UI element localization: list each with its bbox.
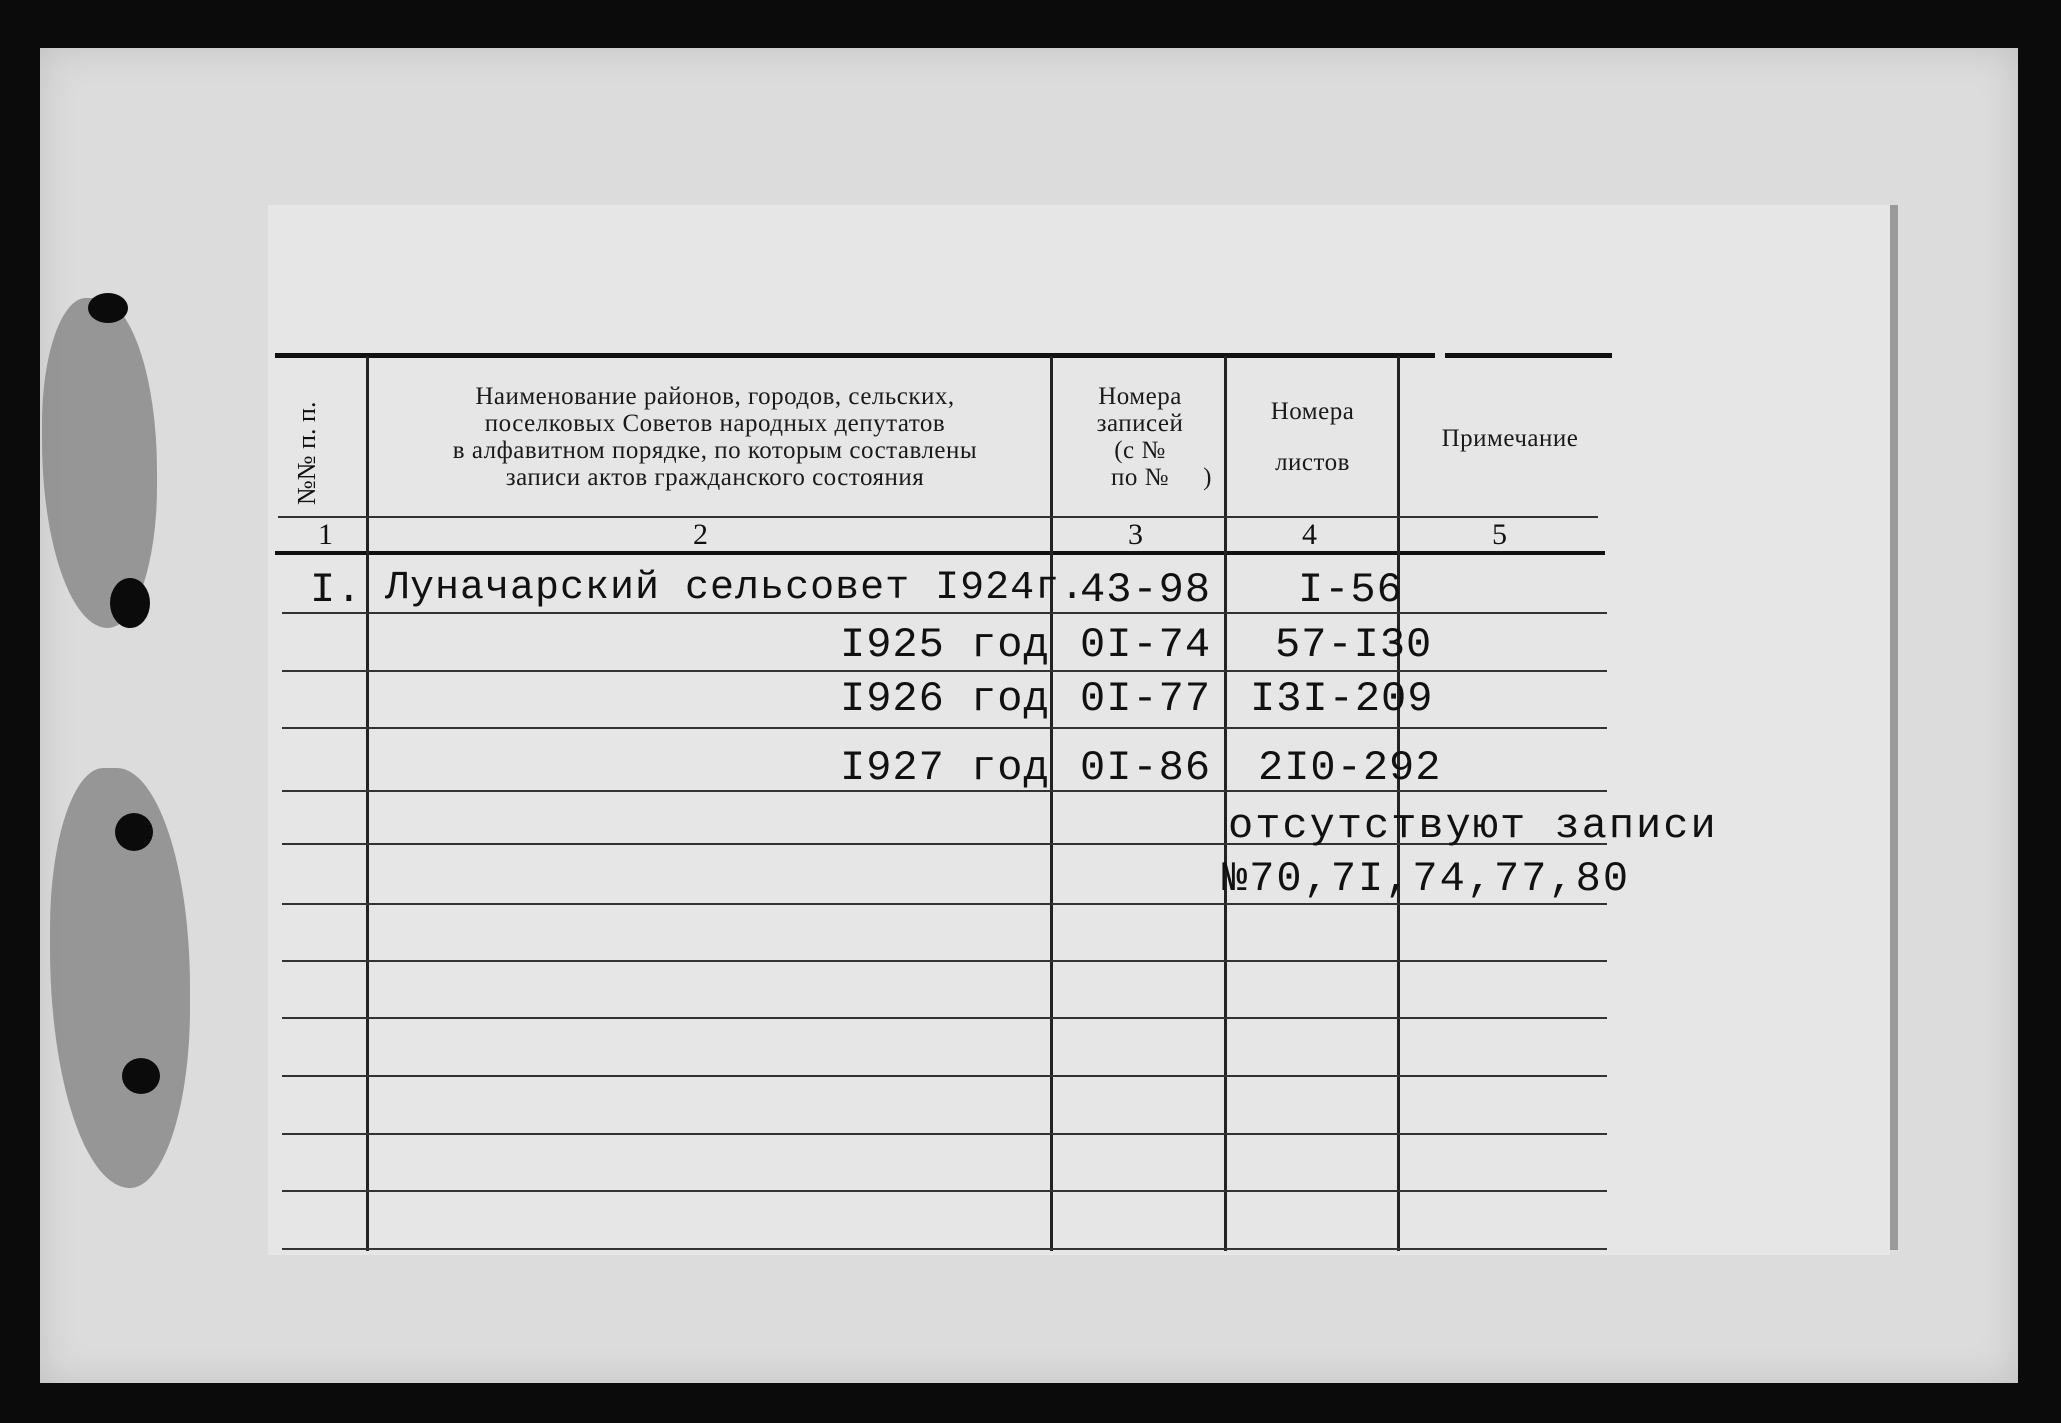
header-col2: Наименование районов, городов, сельских, поселковых Советов народных депутатов в алфавитном порядке, по которым составлены записи актов гражданского состояния — [452, 383, 978, 491]
header-col1: №№ п. п. — [292, 401, 321, 505]
row-number: I. — [310, 566, 363, 614]
row-records: 0I-74 — [1080, 621, 1212, 669]
column-divider — [1224, 356, 1227, 1251]
column-number: 1 — [318, 518, 333, 551]
row-sheets: I3I-209 — [1250, 675, 1434, 723]
column-divider — [366, 356, 369, 1251]
hole — [115, 813, 153, 851]
row-name: I925 год — [840, 621, 1050, 669]
row-sheets: I-56 — [1298, 566, 1403, 614]
header-col5: Примечание — [1441, 425, 1579, 452]
row-name: Луначарский сельсовет I924г. — [385, 566, 1086, 611]
hole — [110, 578, 150, 628]
top-rule — [275, 353, 1435, 358]
damaged-edge — [42, 298, 157, 628]
column-number: 4 — [1302, 518, 1317, 551]
column-number: 5 — [1492, 518, 1507, 551]
row-records: 43-98 — [1080, 566, 1212, 614]
column-divider — [1050, 356, 1053, 1251]
note-line: №70,7I,74,77,80 — [1222, 855, 1631, 903]
row-sheets: 57-I30 — [1275, 621, 1433, 669]
row-name: I927 год — [840, 744, 1050, 792]
hole — [122, 1058, 160, 1094]
numbers-rule — [278, 516, 1598, 518]
register-form — [268, 205, 1890, 1255]
form-edge — [1890, 205, 1898, 1250]
top-rule — [1445, 353, 1612, 358]
row-name: I926 год — [840, 675, 1050, 723]
header-col4: Номера листов — [1270, 398, 1355, 476]
note-line: отсутствуют записи — [1228, 802, 1718, 850]
hole — [88, 293, 128, 323]
header-col3: Номера записей (с № по № ) — [1096, 383, 1212, 491]
column-number: 3 — [1128, 518, 1143, 551]
row-records: 0I-86 — [1080, 744, 1212, 792]
column-number: 2 — [693, 518, 708, 551]
header-rule — [275, 551, 1605, 555]
row-sheets: 2I0-292 — [1258, 744, 1442, 792]
row-records: 0I-77 — [1080, 675, 1212, 723]
